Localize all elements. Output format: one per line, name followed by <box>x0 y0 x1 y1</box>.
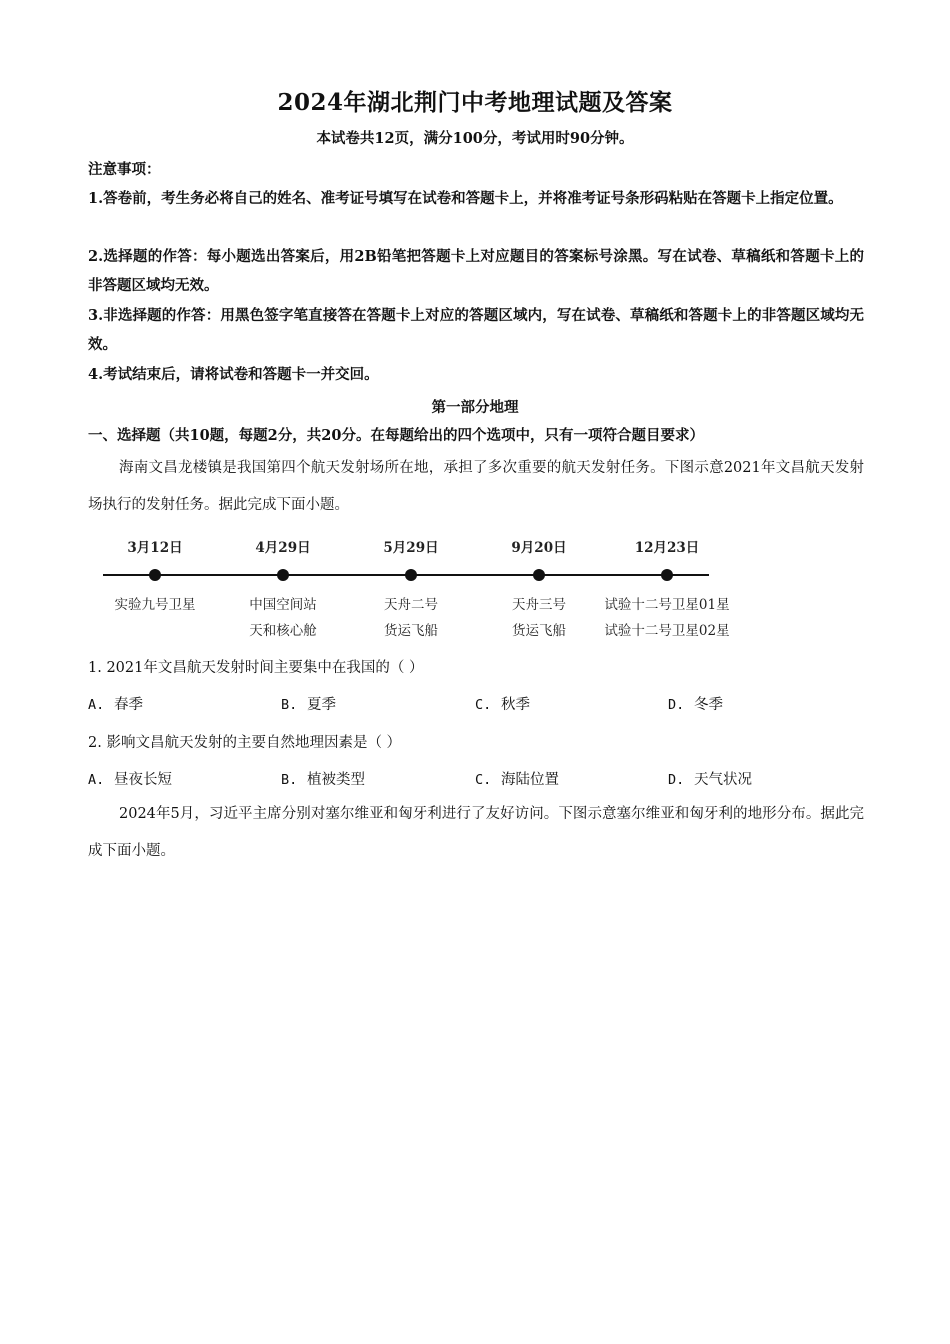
event-label-line: 天舟三号 <box>512 597 566 613</box>
question-2: 2. 影响文昌航天发射的主要自然地理因素是（ ） <box>88 735 402 751</box>
option-a[interactable] <box>88 693 143 714</box>
option-a[interactable] <box>88 768 172 789</box>
event-label-line: 天和核心舱 <box>249 623 317 639</box>
option-b[interactable] <box>281 768 365 789</box>
option-letter: A. <box>88 697 105 713</box>
event-label-line: 中国空间站 <box>249 597 317 613</box>
event-marker <box>277 569 289 581</box>
option-text: 天气状况 <box>694 772 752 788</box>
page-title: 2024年湖北荆门中考地理试题及答案 <box>277 89 673 116</box>
section-heading: 一、选择题（共10题，每题2分，共20分。在每题给出的四个选项中，只有一项符合题目要求） <box>88 427 704 444</box>
option-text: 海陆位置 <box>501 772 559 788</box>
exam-info: 本试卷共12页，满分100分，考试用时90分钟。 <box>316 130 634 147</box>
passage-serbia-hungary: 2024年5月，习近平主席分别对塞尔维亚和匈牙利进行了友好访问。下图示意塞尔维亚和匈牙利的地形分布。据此完成下面小题。 <box>88 806 864 859</box>
option-letter: B. <box>281 772 298 788</box>
event-label-line: 货运飞船 <box>384 623 438 639</box>
passage-launch-site: 海南文昌龙楼镇是我国第四个航天发射场所在地，承担了多次重要的航天发射任务。下图示意2021年文昌航天发射场执行的发射任务。据此完成下面小题。 <box>88 460 864 513</box>
option-letter: B. <box>281 697 298 713</box>
event-label-line: 货运飞船 <box>512 623 566 639</box>
option-text: 昼夜长短 <box>114 772 172 788</box>
option-c[interactable] <box>475 693 530 714</box>
option-text: 秋季 <box>501 697 530 713</box>
option-c[interactable] <box>475 768 559 789</box>
event-label-line: 天舟二号 <box>384 597 438 613</box>
option-letter: A. <box>88 772 105 788</box>
option-text: 植被类型 <box>307 772 365 788</box>
event-date: 9月20日 <box>511 540 567 556</box>
note-item: 2.选择题的作答：每小题选出答案后，用2B铅笔把答题卡上对应题目的答案标号涂黑。写在试卷、草稿纸和答题卡上的非答题区域均无效。 <box>88 248 864 294</box>
notes-heading: 注意事项： <box>88 161 161 178</box>
event-marker <box>533 569 545 581</box>
question-2-options <box>88 768 868 792</box>
option-d[interactable] <box>668 768 752 789</box>
note-item: 4.考试结束后，请将试卷和答题卡一并交回。 <box>88 366 379 383</box>
question-1-options <box>88 693 868 717</box>
event-marker <box>405 569 417 581</box>
option-text: 春季 <box>114 697 143 713</box>
event-date: 4月29日 <box>255 540 311 556</box>
event-label-line: 实验九号卫星 <box>114 597 196 613</box>
option-text: 冬季 <box>694 697 723 713</box>
launch-timeline <box>100 530 760 645</box>
option-letter: D. <box>668 697 685 713</box>
question-1: 1. 2021年文昌航天发射时间主要集中在我国的（ ） <box>88 660 424 676</box>
event-marker <box>149 569 161 581</box>
event-date: 5月29日 <box>383 540 439 556</box>
note-item: 1.答卷前，考生务必将自己的姓名、准考证号填写在试卷和答题卡上，并将准考证号条形码粘贴在答题卡上指定位置。 <box>88 190 843 207</box>
note-item: 3.非选择题的作答：用黑色签字笔直接答在答题卡上对应的答题区域内，写在试卷、草稿纸和答题卡上的非答题区域均无效。 <box>88 307 864 353</box>
option-letter: D. <box>668 772 685 788</box>
event-label-line: 试验十二号卫星01星 <box>604 597 730 613</box>
part-heading: 第一部分地理 <box>431 399 519 416</box>
event-label-line: 试验十二号卫星02星 <box>604 623 730 639</box>
option-letter: C. <box>475 772 492 788</box>
option-text: 夏季 <box>307 697 336 713</box>
option-letter: C. <box>475 697 492 713</box>
event-date: 12月23日 <box>634 540 700 556</box>
event-date: 3月12日 <box>127 540 183 556</box>
event-marker <box>661 569 673 581</box>
event-label <box>587 592 747 644</box>
option-d[interactable] <box>668 693 723 714</box>
option-b[interactable] <box>281 693 336 714</box>
